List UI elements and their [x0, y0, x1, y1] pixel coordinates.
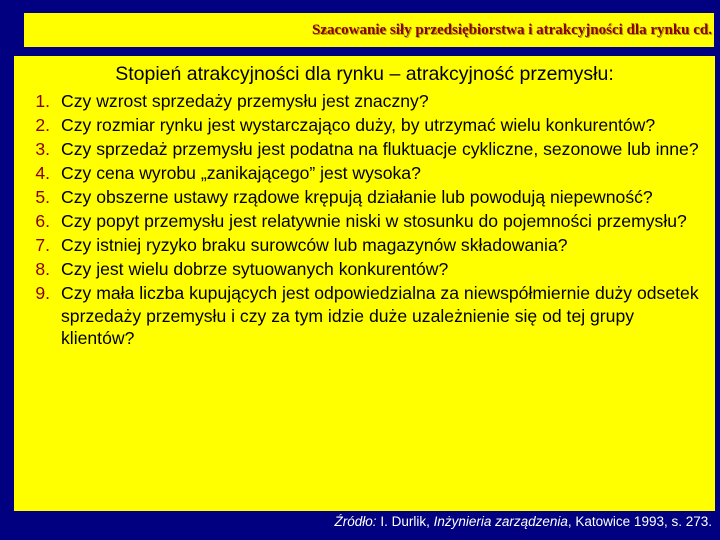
item-number: 4.	[35, 163, 50, 183]
item-number: 6.	[35, 211, 50, 231]
item-text: Czy wzrost sprzedaży przemysłu jest znaczny?	[61, 91, 429, 111]
item-number: 3.	[35, 139, 50, 159]
item-number: 9.	[35, 283, 50, 303]
source-label: Źródło:	[334, 514, 377, 529]
list-item	[24, 258, 705, 281]
item-text: Czy rozmiar rynku jest wystarczająco duży, by utrzymać wielu konkurentów?	[61, 115, 656, 135]
item-number: 8.	[35, 259, 50, 279]
list-item	[24, 138, 705, 161]
item-number: 2.	[35, 115, 50, 135]
item-text: Czy cena wyrobu „zanikającego” jest wysoka?	[61, 163, 421, 183]
list-item	[24, 210, 705, 233]
title-bar	[24, 13, 714, 47]
item-text: Czy jest wielu dobrze sytuowanych konkurentów?	[61, 259, 449, 279]
slide-title: Szacowanie siły przedsiębiorstwa i atrakcyjności dla rynku cd.	[312, 22, 712, 38]
item-text: Czy popyt przemysłu jest relatywnie niski w stosunku do pojemności przemysłu?	[61, 211, 687, 231]
list-item	[24, 114, 705, 137]
list-item	[24, 90, 705, 113]
source-citation	[335, 512, 712, 532]
source-book: Inżynieria zarządzenia	[433, 514, 568, 529]
list-item	[24, 162, 705, 185]
list-item	[24, 186, 705, 209]
section-heading: Stopień atrakcyjności dla rynku – atrakcyjność przemysłu:	[115, 63, 614, 85]
list-item	[24, 234, 705, 257]
list-item	[24, 282, 705, 350]
item-text: Czy mała liczba kupujących jest odpowiedzialna za niewspółmiernie duży odsetek sprzedaży przemysłu i czy za tym idzie duże uzależnienie się od tej grupy klientów?	[61, 283, 699, 348]
item-number: 1.	[35, 91, 50, 111]
item-number: 7.	[35, 235, 50, 255]
item-number: 5.	[35, 187, 50, 207]
item-text: Czy istniej ryzyko braku surowców lub magazynów składowania?	[61, 235, 568, 255]
item-text: Czy obszerne ustawy rządowe krępują działanie lub powodują niepewność?	[61, 187, 653, 207]
content-panel	[14, 56, 715, 511]
source-author: I. Durlik,	[376, 514, 434, 529]
source-details: , Katowice 1993, s. 273.	[567, 514, 712, 529]
item-text: Czy sprzedaż przemysłu jest podatna na fluktuacje cykliczne, sezonowe lub inne?	[61, 139, 699, 159]
question-list	[24, 90, 705, 350]
